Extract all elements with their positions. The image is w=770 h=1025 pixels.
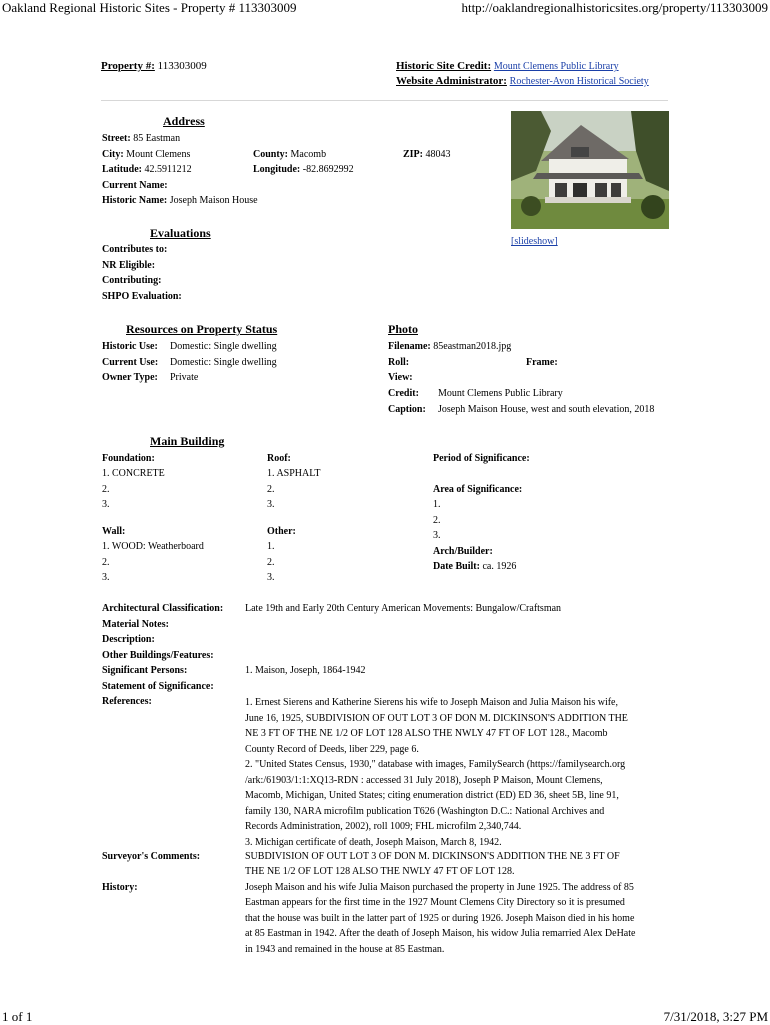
other-item: 3. [267,572,275,583]
latitude-value: 42.5911212 [144,164,192,175]
history-line: at 85 Eastman in 1942. After the death of Joseph Maison, his widow Julia remarried Alex DeHate [245,928,636,939]
latitude-row [102,164,192,175]
house-photo[interactable] [511,111,669,229]
current-use-value: Domestic: Single dwelling [170,357,277,368]
current-use-label: Current Use: [102,357,159,368]
roof-item: 3. [267,499,275,510]
street-value: 85 Eastman [133,133,181,144]
longitude-label: Longitude: [253,164,301,175]
history-line: Joseph Maison and his wife Julia Maison purchased the property in June 1925. The address of 85 [245,882,634,893]
shpo-evaluation-label: SHPO Evaluation: [102,291,182,302]
historic-name-label: Historic Name: [102,195,168,206]
city-label: City: [102,149,124,160]
resources-heading: Resources on Property Status [126,322,278,336]
wall-item: 2. [102,557,110,568]
references-line: /ark:/61903/1:1:XQ13-RDN : accessed 31 July 2018), Joseph P Maison, Mount Clemens, [245,774,603,786]
zip-value: 48043 [425,149,451,160]
longitude-value: -82.8692992 [302,164,354,175]
street-label: Street: [102,133,131,144]
nr-eligible-label: NR Eligible: [102,260,156,271]
other-item: 1. [267,541,275,552]
frame-label: Frame: [526,357,558,368]
references-line: Macomb, Michigan, United States; citing enumeration district (ED) ED 36, sheet 5B, line 91, [245,790,619,801]
admin-link[interactable]: Rochester-Avon Historical Society [509,76,649,87]
current-name-label: Current Name: [102,180,168,191]
statement-of-significance-label: Statement of Significance: [102,681,214,692]
owner-type-label: Owner Type: [102,372,158,383]
page-count: 1 of 1 [2,1009,33,1024]
area-item: 3. [433,530,441,541]
historic-name-row [102,195,258,206]
page-url: http://oaklandregionalhistoricsites.org/property/113303009 [461,0,768,15]
contributing-label: Contributing: [102,275,162,286]
description-label: Description: [102,634,155,645]
print-datetime: 7/31/2018, 3:27 PM [663,1009,768,1024]
references-line: family 130, NARA microfilm publication T626 (Washington D.C.: National Archives and [245,805,605,817]
history-line: Eastman appears for the first time in the 1927 Mount Clemens City Directory so it is presumed [245,897,625,908]
property-number-value: 113303009 [157,60,207,72]
other-label: Other: [267,526,296,537]
credit-link[interactable]: Mount Clemens Public Library [493,61,619,72]
surveyors-comments-line: SUBDIVISION OF OUT LOT 3 OF DON M. DICKINSON'S ADDITION THE NE 3 FT OF [245,851,620,862]
references-label: References: [102,696,152,707]
area-of-significance-label: Area of Significance: [433,484,523,495]
area-item: 1. [433,499,441,510]
period-of-significance-label: Period of Significance: [433,453,530,464]
page-title: Oakland Regional Historic Sites - Property # 113303009 [2,0,297,15]
roof-label: Roof: [267,453,291,464]
photo-credit-value: Mount Clemens Public Library [438,388,563,399]
wall-item: 1. WOOD: Weatherboard [102,541,204,552]
foundation-item: 1. CONCRETE [102,468,165,479]
architectural-classification-label: Architectural Classification: [102,603,224,614]
county-label: County: [253,149,289,160]
other-buildings-label: Other Buildings/Features: [102,650,214,661]
address-heading: Address [163,114,205,128]
roof-item: 1. ASPHALT [267,468,321,479]
property-number-label: Property #: [101,60,155,72]
date-built-value: ca. 1926 [482,561,517,572]
zip-row [403,149,451,160]
surveyors-comments-label: Surveyor's Comments: [102,851,201,862]
filename-label: Filename: [388,341,431,352]
filename-row [388,341,511,352]
references-line: June 16, 1925, SUBDIVISION OF OUT LOT 3 OF DON M. DICKINSON'S ADDITION THE [245,712,628,724]
zip-label: ZIP: [403,149,423,160]
references-line: NE 3 FT OF THE NE 1/2 OF LOT 128 ALSO THE NWLY 47 FT OF LOT 128., Macomb [245,728,608,739]
significant-persons-value: 1. Maison, Joseph, 1864-1942 [245,665,366,676]
owner-type-value: Private [170,372,199,383]
county-value: Macomb [290,149,327,160]
longitude-row [253,164,354,175]
admin-label: Website Administrator: [396,75,507,87]
roll-label: Roll: [388,357,410,368]
references-line: 1. Ernest Sierens and Katherine Sierens his wife to Joseph Maison and Julia Maison his wife, [245,697,618,708]
evaluations-heading: Evaluations [150,226,211,240]
caption-value: Joseph Maison House, west and south elevation, 2018 [438,404,655,415]
property-number [101,60,207,72]
wall-item: 3. [102,572,110,583]
other-item: 2. [267,557,275,568]
photo-credit-label: Credit: [388,388,419,399]
contributes-to-label: Contributes to: [102,244,168,255]
house-photo-image [511,111,669,229]
area-item: 2. [433,515,441,526]
references-line: Records Administration, 2002), roll 1009; FHL microfilm 2,340,744. [245,821,522,832]
street-row [102,133,180,144]
significant-persons-label: Significant Persons: [102,665,188,676]
historic-use-label: Historic Use: [102,341,158,352]
city-row [102,149,190,160]
surveyors-comments-line: THE NE 1/2 OF LOT 128 ALSO THE NWLY 47 FT OF LOT 128. [245,866,515,877]
historic-site-credit [396,60,619,72]
arch-builder-label: Arch/Builder: [433,546,493,557]
architectural-classification-value: Late 19th and Early 20th Century American Movements: Bungalow/Craftsman [245,603,562,614]
foundation-label: Foundation: [102,453,155,464]
website-administrator [396,75,649,87]
credit-label: Historic Site Credit: [396,60,492,72]
material-notes-label: Material Notes: [102,619,169,630]
city-value: Mount Clemens [126,149,191,160]
caption-label: Caption: [388,404,426,415]
references-line: 3. Michigan certificate of death, Joseph Maison, March 8, 1942. [245,836,502,848]
history-label: History: [102,882,138,893]
foundation-item: 3. [102,499,110,510]
roof-item: 2. [267,484,275,495]
view-label: View: [388,372,413,383]
historic-name-value: Joseph Maison House [169,195,258,206]
historic-use-value: Domestic: Single dwelling [170,341,277,352]
references-line: County Record of Deeds, liber 229, page 6. [245,743,419,755]
photo-heading: Photo [388,322,418,336]
date-built-row [433,561,516,572]
filename-value: 85eastman2018.jpg [433,341,512,352]
history-line: in 1943 and remained in the house at 85 Eastman. [245,944,445,955]
references-line: 2. "United States Census, 1930," database with images, FamilySearch (https://familysearch.org [245,759,626,770]
slideshow-link[interactable]: [slideshow] [511,236,558,247]
date-built-label: Date Built: [433,561,480,572]
header-divider [101,100,668,101]
foundation-item: 2. [102,484,110,495]
main-building-heading: Main Building [150,434,225,448]
county-row [253,149,326,160]
history-line: that the house was built in the latter part of 1925 or during 1926. Joseph Maison died in his home [245,913,635,924]
latitude-label: Latitude: [102,164,142,175]
wall-label: Wall: [102,526,126,537]
